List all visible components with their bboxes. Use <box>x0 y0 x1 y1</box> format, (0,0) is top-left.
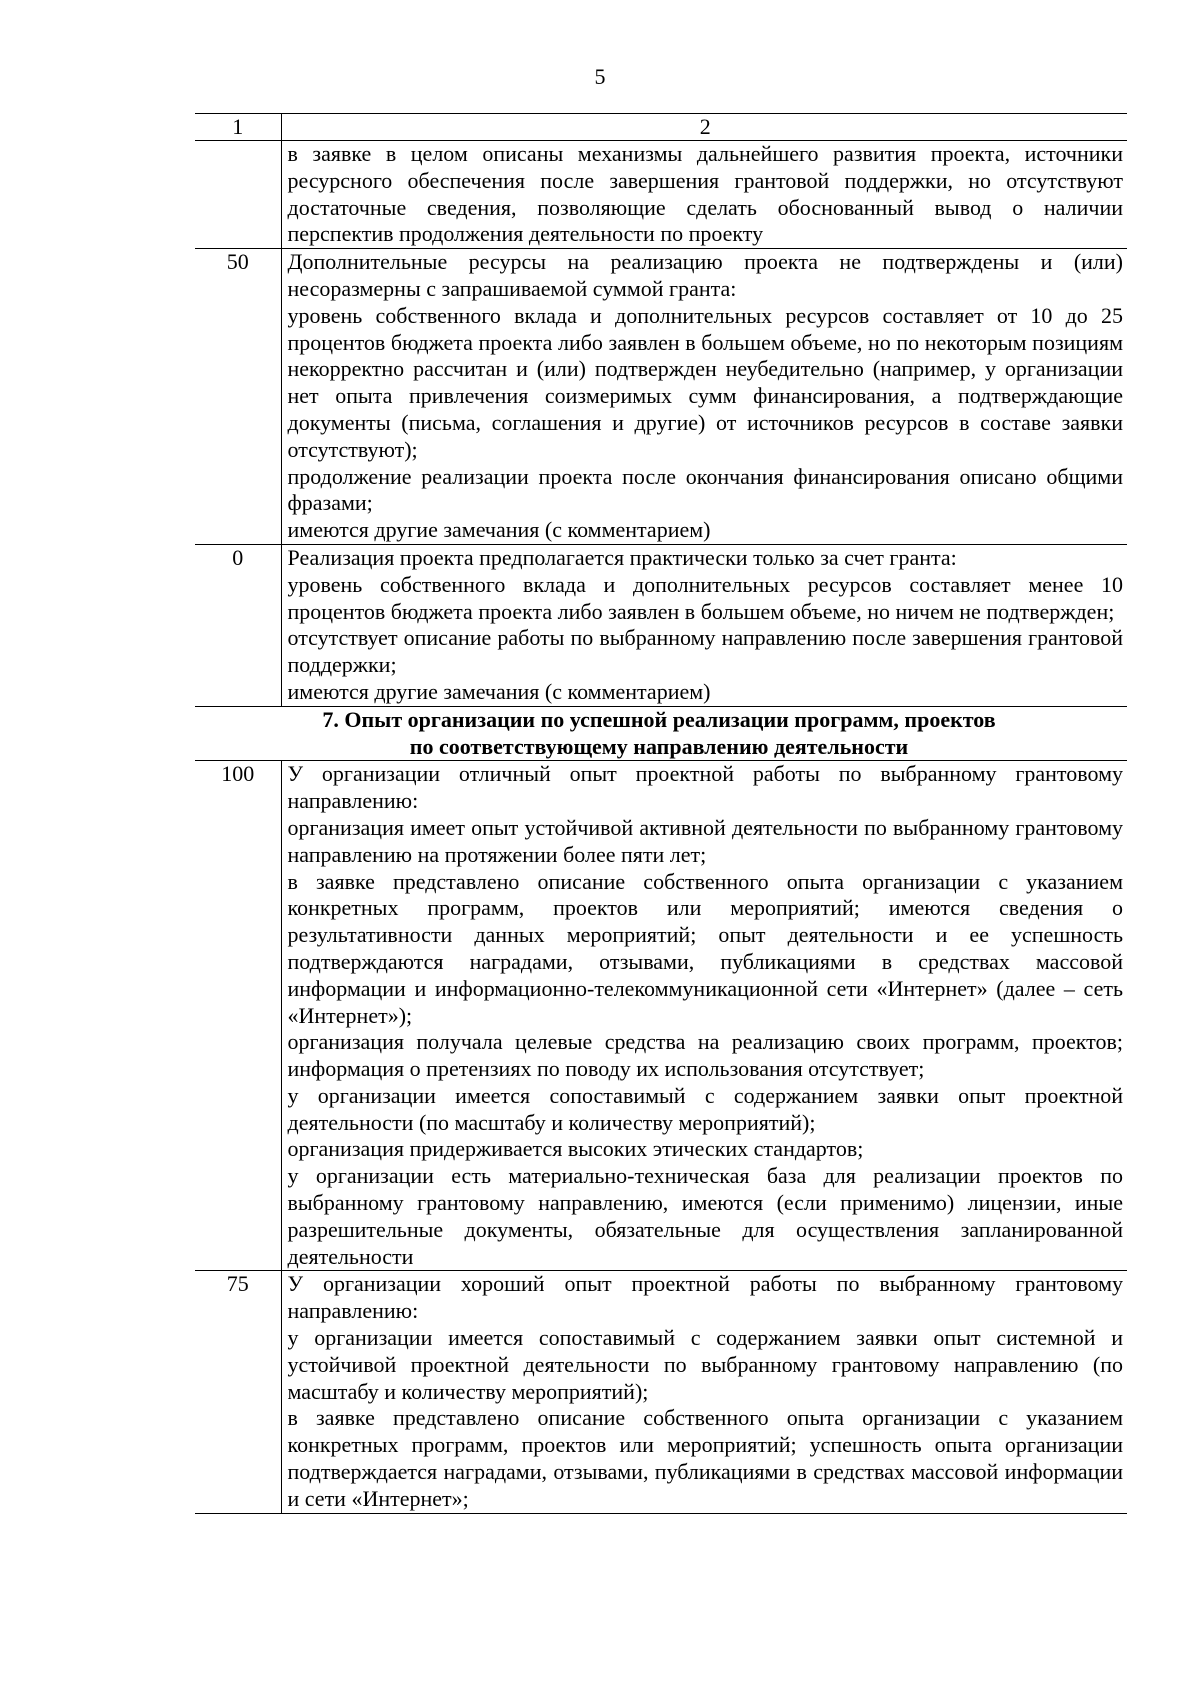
criteria-paragraph: в заявке в целом описаны механизмы дальнейшего развития проекта, источники ресурсного обеспечения после завершения грантовой поддержки, но отсутствуют достаточные сведения, позволяющие сделать обоснованный вывод о наличии перспектив продолжения деятельности по проекту <box>287 141 1123 247</box>
score-cell: 50 <box>195 249 281 545</box>
score-cell: 0 <box>195 544 281 706</box>
criteria-paragraph: у организации имеется сопоставимый с содержанием заявки опыт проектной деятельности (по масштабу и количеству мероприятий); <box>287 1082 1123 1135</box>
criteria-paragraph: организация получала целевые средства на реализацию своих программ, проектов; информация о претензиях по поводу их использования отсутствует; <box>287 1029 1123 1082</box>
score-cell: 100 <box>195 761 281 1271</box>
table-header-row <box>195 114 1127 141</box>
table-row <box>195 1271 1127 1513</box>
section-heading-line: 7. Опыт организации по успешной реализации программ, проектов <box>322 706 996 732</box>
criteria-cell <box>281 544 1127 706</box>
table-row <box>195 761 1127 1271</box>
column-number-2: 2 <box>281 114 1127 141</box>
table-row <box>195 141 1127 249</box>
page-number: 5 <box>594 64 606 89</box>
criteria-paragraph: уровень собственного вклада и дополнительных ресурсов составляет от 10 до 25 процентов бюджета проекта либо заявлен в большем объеме, но по некоторым позициям некорректно рассчитан и (или) подтвержден неубедительно (например, у организации нет опыта привлечения соизмеримых сумм финансирования, а подтверждающие документы (письма, соглашения и другие) от источников ресурсов в составе заявки отсутствуют); <box>287 302 1123 462</box>
criteria-paragraph: в заявке представлено описание собственного опыта организации с указанием конкретных программ, проектов или мероприятий; успешность опыта организации подтверждается наградами, отзывами, публикациями в средствах массовой информации и сети «Интернет»; <box>287 1405 1123 1511</box>
column-number-1: 1 <box>195 114 281 141</box>
criteria-paragraph: продолжение реализации проекта после окончания финансирования описано общими фразами; <box>287 463 1123 516</box>
table-row <box>195 249 1127 545</box>
criteria-paragraph: Реализация проекта предполагается практически только за счет гранта: <box>287 544 957 570</box>
criteria-table <box>195 113 1127 1514</box>
criteria-paragraph: У организации хороший опыт проектной работы по выбранному грантовому направлению: <box>287 1271 1123 1324</box>
score-cell <box>195 141 281 249</box>
criteria-paragraph: организация придерживается высоких этических стандартов; <box>287 1136 864 1162</box>
criteria-cell <box>281 1271 1127 1513</box>
score-cell: 75 <box>195 1271 281 1513</box>
section-heading <box>281 706 1127 761</box>
criteria-paragraph: имеются другие замечания (с комментарием) <box>287 678 711 704</box>
criteria-cell <box>281 761 1127 1271</box>
section-heading-spacer <box>195 706 281 761</box>
criteria-cell <box>281 141 1127 249</box>
section-heading-line: по соответствующему направлению деятельности <box>409 733 909 759</box>
criteria-paragraph: в заявке представлено описание собственного опыта организации с указанием конкретных программ, проектов или мероприятий; имеются сведения о результативности данных мероприятий; опыт деятельности и ее успешность подтверждаются наградами, отзывами, публикациями в средствах массовой информации и информационно-телекоммуникационной сети «Интернет» (далее – сеть «Интернет»); <box>287 868 1123 1028</box>
criteria-paragraph: имеются другие замечания (с комментарием) <box>287 517 711 543</box>
section-heading-row <box>195 706 1127 761</box>
criteria-paragraph: у организации имеется сопоставимый с содержанием заявки опыт системной и устойчивой проектной деятельности по выбранному грантовому направлению (по масштабу и количеству мероприятий); <box>287 1325 1123 1404</box>
criteria-paragraph: организация имеет опыт устойчивой активной деятельности по выбранному грантовому направлению на протяжении более пяти лет; <box>287 814 1123 867</box>
criteria-paragraph: отсутствует описание работы по выбранному направлению после завершения грантовой поддержки; <box>287 625 1123 678</box>
table-row <box>195 544 1127 706</box>
criteria-paragraph: у организации есть материально-техническая база для реализации проектов по выбранному грантовому направлению, имеются (если применимо) лицензии, иные разрешительные документы, обязательные для осуществления запланированной деятельности <box>287 1163 1123 1269</box>
criteria-cell <box>281 249 1127 545</box>
criteria-paragraph: У организации отличный опыт проектной работы по выбранному грантовому направлению: <box>287 761 1123 814</box>
criteria-paragraph: Дополнительные ресурсы на реализацию проекта не подтверждены и (или) несоразмерны с запрашиваемой суммой гранта: <box>287 249 1123 301</box>
criteria-paragraph: уровень собственного вклада и дополнительных ресурсов составляет менее 10 процентов бюджета проекта либо заявлен в большем объеме, но ничем не подтвержден; <box>287 571 1123 624</box>
